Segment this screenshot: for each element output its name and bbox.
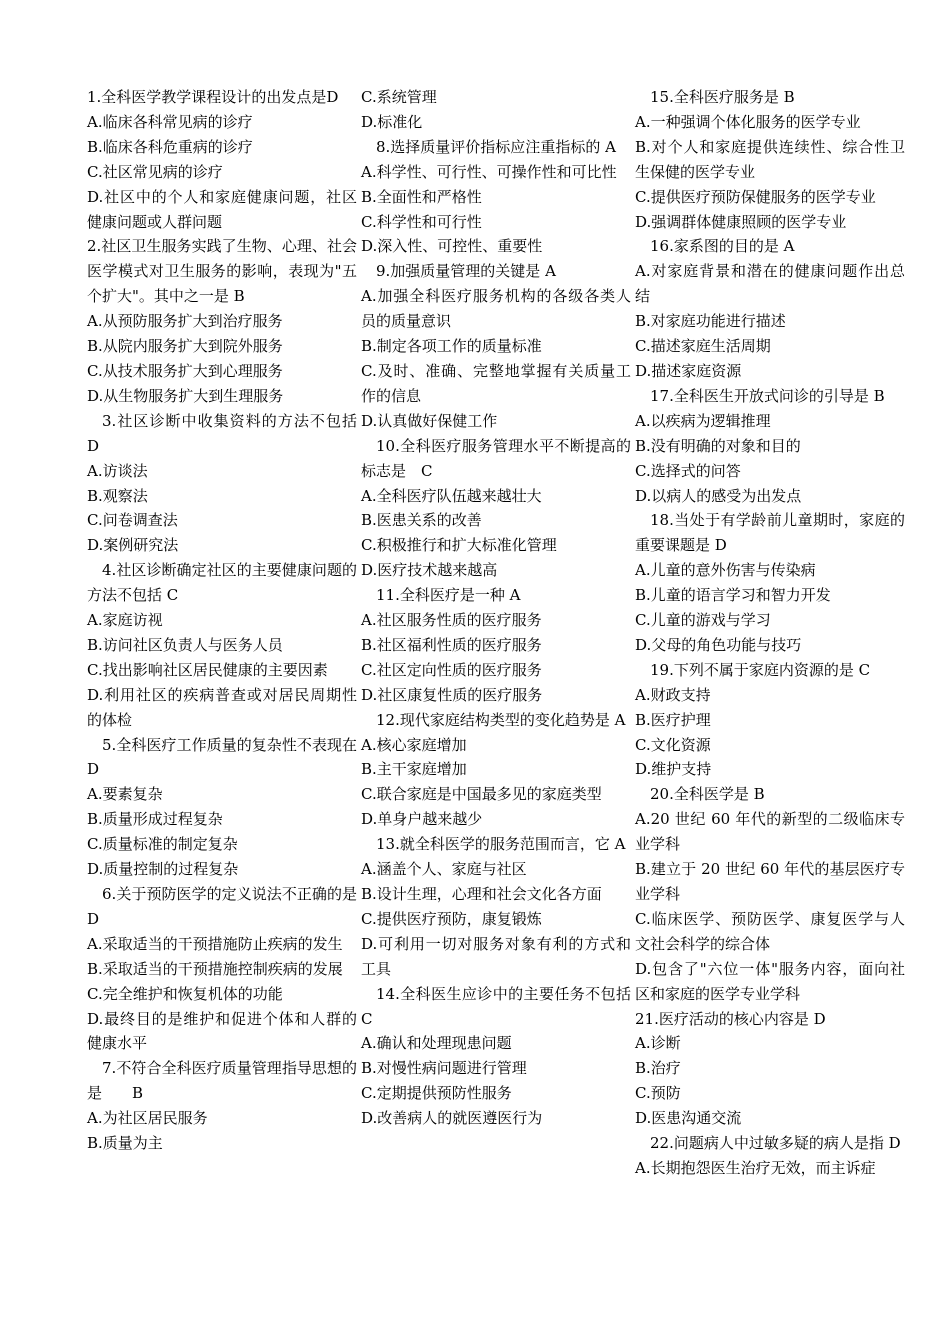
answer-option: B.设计生理，心理和社会文化各方面 — [361, 885, 602, 903]
answer-option: D.从生物服务扩大到生理服务 — [87, 386, 284, 405]
answer-option: D.质量控制的过程复杂 — [87, 860, 239, 879]
answer-option: C.系统管理 — [361, 88, 437, 106]
answer-option: B.质量为主 — [87, 1134, 163, 1153]
answer-option: A.以疾病为逻辑推理 — [635, 411, 771, 430]
answer-option: D.深入性、可控性、重要性 — [361, 237, 543, 256]
answer-option: D.案例研究法 — [87, 536, 179, 555]
answer-option: A.长期抱怨医生治疗无效，而主诉症 — [635, 1158, 876, 1177]
answer-option: B.制定各项工作的质量标准 — [361, 337, 542, 356]
answer-option: D.描述家庭资源 — [635, 361, 742, 380]
question-stem: 1.全科医学教学课程设计的出发点是D — [87, 88, 339, 106]
answer-option: C.描述家庭生活周期 — [635, 337, 771, 356]
answer-option: A.科学性、可行性、可操作性和可比性 — [361, 162, 617, 181]
question-stem: 16.家系图的目的是 A — [650, 237, 795, 256]
answer-option: B.采取适当的干预措施控制疾病的发展 — [87, 959, 343, 978]
answer-option: A.一种强调个体化服务的医学专业 — [635, 112, 861, 131]
question-stem: 5.全科医疗工作质量的复杂性不表现在 D — [87, 735, 357, 779]
answer-option: B.访问社区负责人与医务人员 — [87, 635, 283, 654]
answer-option: D.医疗技术越来越高 — [361, 561, 498, 580]
column-1 — [87, 85, 357, 1156]
answer-option: C.提供医疗预防保健服务的医学专业 — [635, 187, 876, 206]
question-stem: 14.全科医生应诊中的主要任务不包括 C — [361, 984, 631, 1028]
question-stem: 10.全科医疗服务管理水平不断提高的标志是 C — [361, 436, 631, 480]
answer-option: D.以病人的感受为出发点 — [635, 486, 802, 505]
answer-option: C.质量标准的制定复杂 — [87, 835, 238, 854]
question-stem: 19.下列不属于家庭内资源的是 C — [650, 660, 871, 679]
question-stem: 11.全科医疗是一种 A — [376, 586, 521, 605]
question-stem: 6.关于预防医学的定义说法不正确的是 D — [87, 885, 357, 928]
column-3 — [635, 85, 905, 1181]
answer-option: A.诊断 — [635, 1034, 681, 1053]
answer-option: A.涵盖个人、家庭与社区 — [361, 860, 527, 879]
question-stem: 7.不符合全科医疗质量管理指导思想的是 B — [87, 1059, 357, 1103]
answer-option: B.医患关系的改善 — [361, 511, 482, 530]
question-stem: 4.社区诊断确定社区的主要健康问题的方法不包括 C — [87, 561, 357, 605]
answer-option: D.利用社区的疾病普查或对居民周期性的体检 — [87, 685, 357, 729]
answer-option: A.儿童的意外伤害与传染病 — [635, 561, 816, 580]
answer-option: D.可利用一切对服务对象有利的方式和工具 — [361, 934, 631, 978]
answer-option: A.家庭访视 — [87, 611, 163, 630]
answer-option: A.核心家庭增加 — [361, 735, 467, 754]
answer-option: D.最终目的是维护和促进个体和人群的健康水平 — [87, 1009, 357, 1053]
question-stem: 9.加强质量管理的关键是 A — [376, 262, 556, 281]
answer-option: C.社区定向性质的医疗服务 — [361, 660, 542, 679]
answer-option: A.为社区居民服务 — [87, 1109, 208, 1128]
answer-option: C.社区常见病的诊疗 — [87, 162, 223, 181]
answer-option: C.积极推行和扩大标准化管理 — [361, 536, 557, 555]
answer-option: D.改善病人的就医遵医行为 — [361, 1109, 543, 1128]
answer-option: B.治疗 — [635, 1059, 681, 1078]
answer-option: C.临床医学、预防医学、康复医学与人文社会科学的综合体 — [635, 909, 905, 953]
answer-option: A.加强全科医疗服务机构的各级各类人员的质量意识 — [361, 287, 631, 331]
answer-option: A.社区服务性质的医疗服务 — [361, 611, 542, 630]
question-stem: 17.全科医生开放式问诊的引导是 B — [650, 386, 885, 405]
question-stem: 21.医疗活动的核心内容是 D — [635, 1009, 826, 1028]
answer-option: C.完全维护和恢复机体的功能 — [87, 984, 283, 1003]
question-stem: 22.问题病人中过敏多疑的病人是指 D — [650, 1134, 901, 1153]
question-stem: 2.社区卫生服务实践了生物、心理、社会医学模式对卫生服务的影响，表现为"五个扩大"。其中之一是 B — [87, 237, 357, 306]
answer-option: C.找出影响社区居民健康的主要因素 — [87, 660, 328, 679]
answer-option: A.对家庭背景和潜在的健康问题作出总结 — [635, 262, 905, 306]
answer-option: B.对慢性病问题进行管理 — [361, 1059, 527, 1078]
answer-option: B.社区福利性质的医疗服务 — [361, 635, 542, 654]
answer-option: B.主干家庭增加 — [361, 760, 467, 779]
answer-option: B.观察法 — [87, 486, 148, 505]
answer-option: D.父母的角色功能与技巧 — [635, 635, 802, 654]
answer-option: D.单身户越来越少 — [361, 810, 483, 829]
answer-option: D.社区中的个人和家庭健康问题，社区健康问题或人群问题 — [87, 187, 357, 231]
answer-option: B.没有明确的对象和目的 — [635, 436, 801, 455]
answer-option: C.及时、准确、完整地掌握有关质量工作的信息 — [361, 361, 631, 405]
answer-option: A.全科医疗队伍越来越壮大 — [361, 486, 542, 505]
answer-option: B.质量形成过程复杂 — [87, 810, 223, 829]
answer-option: D.包含了"六位一体"服务内容，面向社区和家庭的医学专业学科 — [635, 959, 905, 1003]
answer-option: B.儿童的语言学习和智力开发 — [635, 586, 831, 605]
answer-option: C.问卷调查法 — [87, 511, 178, 530]
question-stem: 8.选择质量评价指标应注重指标的 A — [376, 137, 616, 156]
answer-option: B.对家庭功能进行描述 — [635, 312, 786, 331]
answer-option: C.文化资源 — [635, 735, 711, 754]
question-stem: 12.现代家庭结构类型的变化趋势是 A — [376, 710, 626, 729]
answer-option: C.定期提供预防性服务 — [361, 1084, 512, 1103]
answer-option: A.确认和处理现患问题 — [361, 1034, 512, 1053]
answer-option: D.维护支持 — [635, 760, 712, 779]
answer-option: C.儿童的游戏与学习 — [635, 611, 771, 630]
answer-option: D.医患沟通交流 — [635, 1109, 742, 1128]
answer-option: C.预防 — [635, 1084, 681, 1103]
answer-option: A.财政支持 — [635, 685, 711, 704]
question-stem: 15.全科医疗服务是 B — [650, 88, 795, 106]
answer-option: A.临床各科常见病的诊疗 — [87, 112, 253, 131]
column-2 — [361, 85, 631, 1131]
answer-option: B.对个人和家庭提供连续性、综合性卫生保健的医学专业 — [635, 137, 905, 181]
answer-option: A.20 世纪 60 年代的新型的二级临床专业学科 — [635, 810, 905, 854]
question-stem: 18.当处于有学龄前儿童期时，家庭的重要课题是 D — [635, 511, 905, 555]
answer-option: B.从院内服务扩大到院外服务 — [87, 337, 283, 356]
question-stem: 3.社区诊断中收集资料的方法不包括 D — [87, 411, 357, 455]
answer-option: B.全面性和严格性 — [361, 187, 482, 206]
answer-option: A.访谈法 — [87, 461, 148, 480]
answer-option: D.社区康复性质的医疗服务 — [361, 685, 543, 704]
answer-option: A.要素复杂 — [87, 785, 163, 804]
answer-option: C.选择式的问答 — [635, 461, 741, 480]
answer-option: B.临床各科危重病的诊疗 — [87, 137, 253, 156]
answer-option: B.医疗护理 — [635, 710, 711, 729]
answer-option: C.科学性和可行性 — [361, 212, 482, 231]
answer-option: A.采取适当的干预措施防止疾病的发生 — [87, 934, 343, 953]
answer-option: D.强调群体健康照顾的医学专业 — [635, 212, 847, 231]
answer-option: D.标准化 — [361, 112, 423, 131]
answer-option: C.提供医疗预防，康复锻炼 — [361, 909, 542, 928]
answer-option: C.从技术服务扩大到心理服务 — [87, 361, 283, 380]
question-stem: 13.就全科医学的服务范围而言，它 A — [376, 835, 626, 854]
answer-option: A.从预防服务扩大到治疗服务 — [87, 312, 283, 331]
question-stem: 20.全科医学是 B — [650, 785, 765, 804]
answer-option: C.联合家庭是中国最多见的家庭类型 — [361, 785, 602, 804]
answer-option: B.建立于 20 世纪 60 年代的基层医疗专业学科 — [635, 860, 905, 903]
answer-option: D.认真做好保健工作 — [361, 411, 498, 430]
